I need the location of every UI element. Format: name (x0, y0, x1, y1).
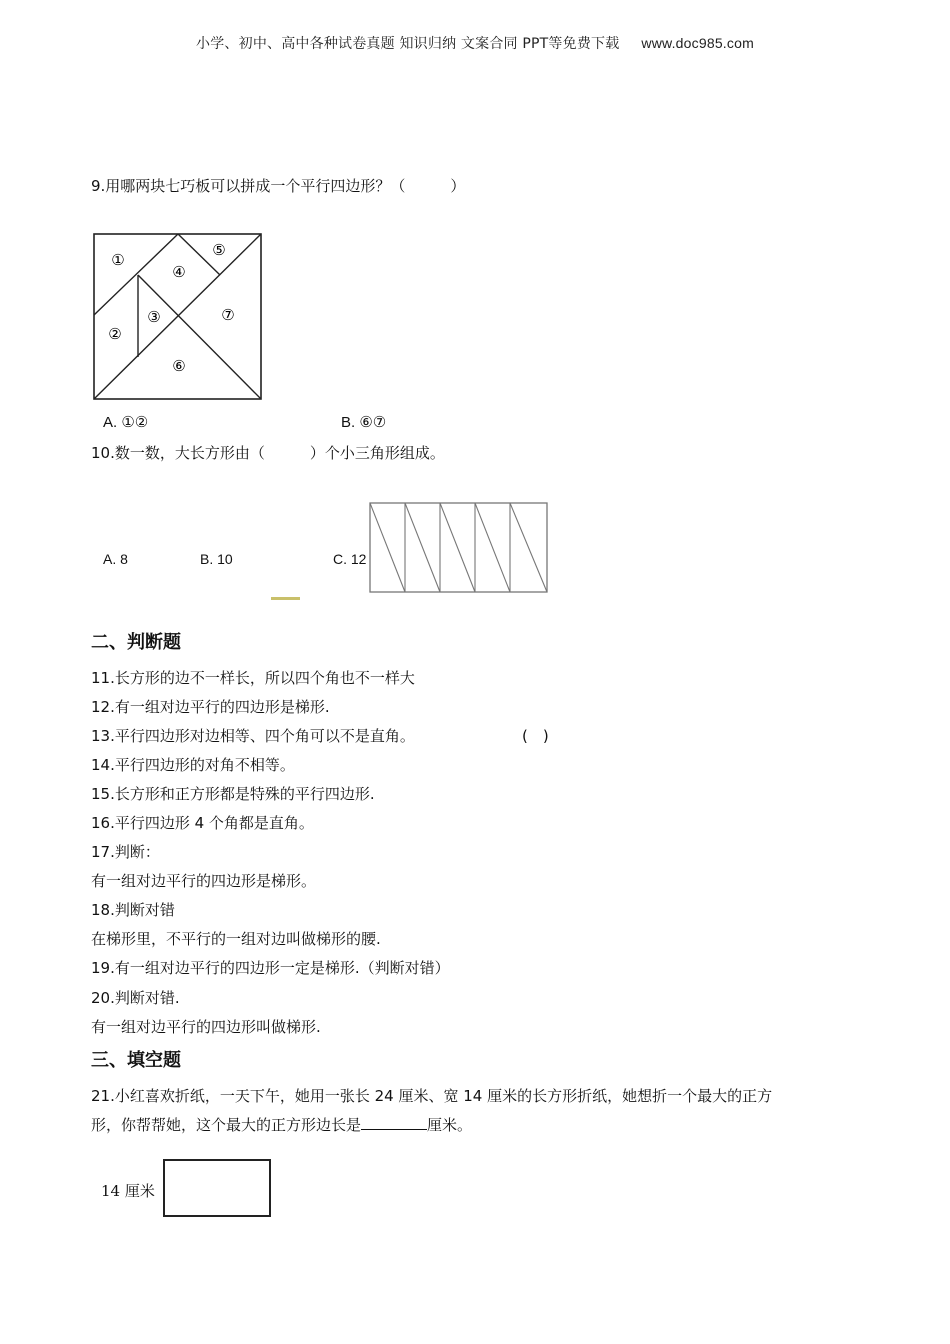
question-12: 12.有一组对边平行的四边形是梯形. (91, 698, 330, 716)
q9-option-a[interactable]: A. ①② (103, 414, 149, 431)
rect-diagonal-1 (370, 503, 405, 592)
header-text: 小学、初中、高中各种试卷真题 知识归纳 文案合同 PPT等免费下载 (196, 36, 620, 52)
rectangle-triangles-figure (368, 501, 550, 595)
tangram-label-1: ① (111, 251, 125, 269)
question-20-statement: 有一组对边平行的四边形叫做梯形. (91, 1018, 321, 1036)
tangram-label-2: ② (108, 325, 122, 343)
tangram-label-4: ④ (172, 263, 186, 281)
highlight-mark (271, 597, 300, 600)
q10-option-c[interactable]: C. 12 (333, 551, 367, 567)
q21-text-b: 厘米。 (427, 1116, 473, 1134)
question-21-line-1: 21.小红喜欢折纸，一天下午，她用一张长 24 厘米、宽 14 厘米的长方形折纸，她想折一个最大的正方 (91, 1087, 773, 1105)
header-site[interactable]: www.doc985.com (641, 35, 754, 51)
q13-answer-bracket[interactable]: ( ) (522, 727, 549, 745)
page-header (0, 33, 950, 53)
tangram-label-6: ⑥ (172, 357, 186, 375)
section-2-title: 二、判断题 (91, 632, 181, 653)
q10-option-a[interactable]: A. 8 (103, 551, 128, 567)
tangram-label-3: ③ (147, 308, 161, 326)
rect-width-label: 14 厘米 (101, 1182, 155, 1200)
q9-option-b[interactable]: B. ⑥⑦ (341, 414, 387, 431)
tangram-label-5: ⑤ (212, 241, 226, 259)
question-15: 15.长方形和正方形都是特殊的平行四边形. (91, 785, 375, 803)
rect-diagonal-4 (475, 503, 510, 592)
q21-text-a: 形，你帮帮她，这个最大的正方形边长是 (91, 1116, 362, 1134)
question-21-line-2 (91, 1115, 472, 1135)
question-18: 18.判断对错 (91, 901, 175, 919)
question-18-statement: 在梯形里，不平行的一组对边叫做梯形的腰. (91, 930, 381, 948)
rect-diagonal-3 (440, 503, 475, 592)
question-20: 20.判断对错. (91, 989, 180, 1007)
question-11: 11.长方形的边不一样长，所以四个角也不一样大 (91, 669, 415, 687)
section-3-title: 三、填空题 (91, 1050, 181, 1071)
tangram-figure (90, 230, 266, 402)
paper-rectangle (163, 1159, 271, 1217)
q21-answer-blank[interactable] (361, 1115, 427, 1130)
q10-option-b[interactable]: B. 10 (200, 551, 233, 567)
question-16: 16.平行四边形 4 个角都是直角。 (91, 814, 314, 832)
rect-diagonal-2 (405, 503, 440, 592)
rectangle-outline (370, 503, 547, 592)
question-19: 19.有一组对边平行的四边形一定是梯形.（判断对错） (91, 959, 450, 977)
question-9: 9.用哪两块七巧板可以拼成一个平行四边形？（ ） (91, 177, 466, 195)
question-14: 14.平行四边形的对角不相等。 (91, 756, 295, 774)
question-17: 17.判断： (91, 843, 160, 861)
question-17-statement: 有一组对边平行的四边形是梯形。 (91, 872, 317, 890)
tangram-label-7: ⑦ (221, 306, 235, 324)
question-10: 10.数一数，大长方形由（ ）个小三角形组成。 (91, 444, 445, 462)
rect-diagonal-5 (510, 503, 547, 592)
question-13: 13.平行四边形对边相等、四个角可以不是直角。 (91, 727, 415, 745)
